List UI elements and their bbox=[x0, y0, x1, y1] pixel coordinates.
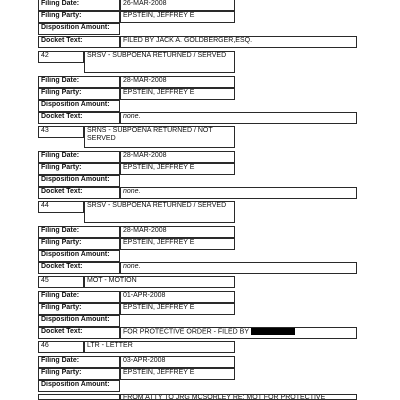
filing-party-value: EPSTEIN, JEFFREY E bbox=[120, 238, 235, 250]
filing-party-label: Filing Party: bbox=[38, 368, 120, 380]
filing-party-value: EPSTEIN, JEFFREY E bbox=[120, 88, 235, 100]
filing-date-value: 26-MAR-2008 bbox=[120, 0, 235, 11]
docket-text-label: Docket Text: bbox=[38, 36, 120, 48]
filing-party-label: Filing Party: bbox=[38, 163, 120, 175]
filing-date-value: 03-APR-2008 bbox=[120, 356, 235, 368]
filing-party-value: EPSTEIN, JEFFREY E bbox=[120, 303, 235, 315]
docket-text-value: FROM ATTY TO JRG MCSORLEY RE: MOT FOR PROTECTIVE bbox=[120, 394, 357, 400]
docket-text-value: none. bbox=[120, 187, 357, 199]
docket-text-content: FOR PROTECTIVE ORDER - FILED BY bbox=[123, 328, 250, 336]
entry-code: SRSV - SUBPOENA RETURNED / SERVED bbox=[84, 51, 235, 73]
entry-code: SRNS - SUBPOENA RETURNED / NOT SERVED bbox=[84, 126, 235, 148]
disposition-amount-label: Disposition Amount: bbox=[38, 175, 120, 187]
entry-number: 43 bbox=[38, 126, 84, 138]
disposition-amount-label: Disposition Amount: bbox=[38, 100, 120, 112]
filing-party-label: Filing Party: bbox=[38, 238, 120, 250]
filing-date-label: Filing Date: bbox=[38, 226, 120, 238]
filing-party-label: Filing Party: bbox=[38, 11, 120, 23]
filing-party-value: EPSTEIN, JEFFREY E bbox=[120, 368, 235, 380]
filing-party-label: Filing Party: bbox=[38, 88, 120, 100]
filing-date-label: Filing Date: bbox=[38, 76, 120, 88]
filing-party-label: Filing Party: bbox=[38, 303, 120, 315]
disposition-amount-label: Disposition Amount: bbox=[38, 23, 120, 35]
disposition-amount-label: Disposition Amount: bbox=[38, 315, 120, 327]
docket-text-value bbox=[120, 327, 357, 339]
disposition-amount-label: Disposition Amount: bbox=[38, 380, 120, 392]
docket-text-label: Docket Text: bbox=[38, 262, 120, 274]
entry-number: 46 bbox=[38, 341, 84, 353]
entry-code: LTR - LETTER bbox=[84, 341, 235, 353]
filing-date-value: 28-MAR-2008 bbox=[120, 226, 235, 238]
entry-number: 42 bbox=[38, 51, 84, 63]
docket-text-value: none. bbox=[120, 262, 357, 274]
filing-date-label: Filing Date: bbox=[38, 0, 120, 11]
filing-date-label: Filing Date: bbox=[38, 291, 120, 303]
filing-party-value: EPSTEIN, JEFFREY E bbox=[120, 11, 235, 23]
docket-text-value: FILED BY JACK A. GOLDBERGER,ESQ. bbox=[120, 36, 357, 48]
docket-text-label: Docket Text: bbox=[38, 327, 120, 339]
docket-text-label: Docket Text: bbox=[38, 112, 120, 124]
redaction-block bbox=[251, 328, 295, 335]
filing-party-value: EPSTEIN, JEFFREY E bbox=[120, 163, 235, 175]
docket-text-value: none. bbox=[120, 112, 357, 124]
entry-code: SRSV - SUBPOENA RETURNED / SERVED bbox=[84, 201, 235, 223]
filing-date-value: 28-MAR-2008 bbox=[120, 76, 235, 88]
filing-date-value: 01-APR-2008 bbox=[120, 291, 235, 303]
filing-date-label: Filing Date: bbox=[38, 151, 120, 163]
disposition-amount-label: Disposition Amount: bbox=[38, 250, 120, 262]
filing-date-value: 28-MAR-2008 bbox=[120, 151, 235, 163]
entry-code: MOT - MOTION bbox=[84, 276, 235, 288]
entry-number: 44 bbox=[38, 201, 84, 213]
entry-number: 45 bbox=[38, 276, 84, 288]
docket-text-label: Docket Text: bbox=[38, 187, 120, 199]
docket-text-label bbox=[38, 394, 120, 400]
filing-date-label: Filing Date: bbox=[38, 356, 120, 368]
